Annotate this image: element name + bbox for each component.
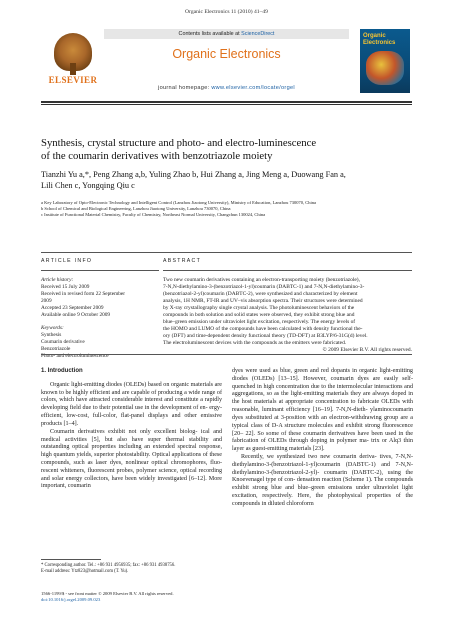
info-top-rule	[41, 252, 412, 253]
keywords-label: Keywords:	[41, 325, 64, 332]
footnote-line-1: * Corresponding author. Tel.: +86 931 4956935; fax: +86 931 4938756.	[41, 563, 176, 568]
abstract-heading: ABSTRACT	[163, 258, 202, 264]
article-info	[41, 277, 159, 360]
contents-prefix: Contents lists available at	[178, 31, 242, 37]
abstract-line: ory (DFT) and time-dependent density functional theory (TD-DFT) at B3LYP/6-31G(d) level.	[163, 333, 368, 340]
history-item: 2009	[41, 297, 52, 304]
abstract-line: The electroluminescent devices with the compounds as the emitters were fabricated.	[163, 340, 347, 347]
article-info-heading: ARTICLE INFO	[41, 258, 93, 264]
abstract-line: Two new coumarin derivatives containing an electron-transporting moiety (benzotriazole),	[163, 277, 360, 283]
author-list	[41, 169, 412, 191]
cover-title: Organic Electronics	[363, 33, 396, 46]
history-item: Received 15 July 2009	[41, 283, 90, 290]
affiliation-b: b School of Chemical and Biological Engineering, Lanzhou Jiaotong University, Lanzhou 730070, China	[41, 206, 231, 211]
keyword: Synthesis	[41, 332, 62, 339]
history-label: Article history:	[41, 277, 74, 283]
intro-heading: 1. Introduction	[41, 368, 83, 374]
elsevier-logo[interactable]	[44, 29, 102, 86]
authors-line-1: Tianzhi Yu a,*, Peng Zhang a,b, Yuling Zhao b, Hui Zhang a, Jing Meng a, Duowang Fan a,	[41, 170, 346, 179]
abstract-line: blue–green emission under ultraviolet light excitation, respectively. The energy levels of	[163, 319, 356, 326]
paragraph: Recently, we synthesized two new coumarin deriva- tives, 7-N,N-diethylamino-3-(benzotriazol-1-yl)coumarin (DABTC-1) and 7-N,N-diethylamino-3-(benzotriazol-2-yl)- coumarin (DABTC-2), using the Knoevenagel type of con- densation reaction (Scheme 1). The compounds exhibit strong blue and blue–green emissions under ultraviolet light excitation, respectively. Here, the photophysical properties of the compounds in diluted chloroform	[232, 453, 414, 507]
keyword: Photo- and electroluminescence	[41, 352, 109, 359]
journal-cover[interactable]	[360, 29, 410, 93]
running-head: Organic Electronics 11 (2010) 41–49	[185, 9, 268, 15]
journal-title[interactable]: Organic Electronics	[172, 47, 281, 61]
header-rule	[41, 101, 412, 103]
journal-homepage	[104, 85, 349, 91]
title-line-1: Synthesis, crystal structure and photo- and electro-luminescence	[41, 137, 317, 149]
info-rule	[41, 270, 159, 271]
article-title	[41, 137, 412, 163]
paragraph: Coumarin derivatives exhibit not only excellent biolog- ical and medical activities [5], but also have super thermal stability and outstanding optical properties including an extended spectral response, high quantum yields, superior photostability. Optical applications of these compounds, such as laser dyes, nonlinear optical chromophores, fluo- rescent whiteners, fluorescent probes, polymer science, optical recording and solar energy collectors, have been widely investigated [6–12]. More important, coumarin	[41, 428, 223, 490]
paragraph: Organic light-emitting diodes (OLEDs) based on organic materials are known to be highly efficient and are capable of producing a wide range of colors, which have attracted considerable interest and constitute a rapidly developing field due to their potential use in the development of en- ergy-efficient, low-cost, full-color, flat-panel displays and other emissive products [1–4].	[41, 381, 223, 427]
body-left-column	[41, 368, 222, 491]
page-footer	[41, 591, 281, 603]
keyword: Benzotriazole	[41, 346, 71, 353]
header-rule-thin	[41, 104, 412, 105]
elsevier-trunk-icon	[70, 63, 76, 75]
affiliation-a: a Key Laboratory of Opto-Electronic Technology and Intelligent Control (Lanzhou Jiaotong University), Ministry of Education, Lanzhou 730070, China	[41, 200, 317, 205]
authors-line-2: Lili Chen c, Yongqing Qiu c	[41, 181, 135, 190]
abstract-line: analysis, 1H NMR, FT-IR and UV–vis absorption spectra. Their structures were determined	[163, 298, 363, 305]
title-line-2: of the coumarin derivatives with benzotriazole moiety	[41, 150, 273, 162]
homepage-prefix: journal homepage:	[158, 85, 212, 91]
publisher-logo-text: ELSEVIER	[48, 75, 98, 85]
body-right-column	[232, 368, 413, 509]
history-item: Accepted 23 September 2009	[41, 304, 104, 311]
homepage-link[interactable]: www.elsevier.com/locate/orgel	[211, 85, 295, 91]
doi-link[interactable]: doi:10.1016/j.orgel.2009.09.023	[41, 597, 101, 603]
footnote-rule	[41, 559, 101, 560]
abstract-text	[163, 277, 412, 355]
abstract-line: the HOMO and LUMO of the compounds have been calculated with density functional the-	[163, 326, 363, 333]
history-item: Available online 9 October 2009	[41, 311, 111, 318]
footnote-line-2: E-mail address: Ytz823@hotmail.com (T. Yu).	[41, 569, 129, 575]
cover-artwork	[366, 51, 404, 85]
abstract-line: 7-N,N-diethylamino-3-(benzotriazol-1-yl)coumarin (DABTC-1) and 7-N,N-diethylamino-3-	[163, 284, 365, 291]
abstract-line: (benzotriazol-2-yl)coumarin (DABTC-2), were synthesized and characterized by element	[163, 291, 358, 298]
copyright: © 2009 Elsevier B.V. All rights reserved.	[322, 347, 412, 354]
contents-banner	[104, 29, 349, 39]
abstract-bottom-rule	[41, 354, 412, 355]
keyword: Coumarin derivative	[41, 339, 85, 346]
paragraph: dyes were used as blue, green and red dopants in organic light-emitting diodes (OLEDs) [13–15]. However, coumarin dyes are easily self-quenched in high concentration due to the intermolecular interactions and aggregations, so as the light-emitting materials they are always doped in the host materials at appropriate concentration to fabricate OLEDs with reasonable, luminant efficiency [16–19]. 7-N,N-dieth- ylaminocoumarin dyes substituted at 3-position with an electron-withdrawing group are a typical class of D-A structure molecules and exhibit strong fluorescence [20– 22]. So some of these coumarin derivatives have been used in the fabrication of OLEDs through doping in polymer ma- trix or Alq3 thin layer as guest-emitting materials [23].	[232, 368, 413, 453]
abstract-rule	[163, 270, 412, 271]
sciencedirect-link[interactable]: ScienceDirect	[241, 31, 275, 37]
footer-issn: 1566-1199/$ - see front matter © 2009 Elsevier B.V. All rights reserved.	[41, 591, 174, 596]
history-item: Received in revised form 22 September	[41, 290, 125, 297]
affiliation-c: c Institute of Functional Material Chemistry, Faculty of Chemistry, Northeast Normal University, Changchun 130024, China	[41, 212, 266, 217]
abstract-line: compounds in both solution and solid states were observed, they exhibit strong blue and	[163, 312, 355, 319]
abstract-line: by X-ray crystallography single crystal analysis. The photoluminescent behaviors of the	[163, 305, 355, 312]
corresponding-author-footnote	[41, 563, 221, 576]
